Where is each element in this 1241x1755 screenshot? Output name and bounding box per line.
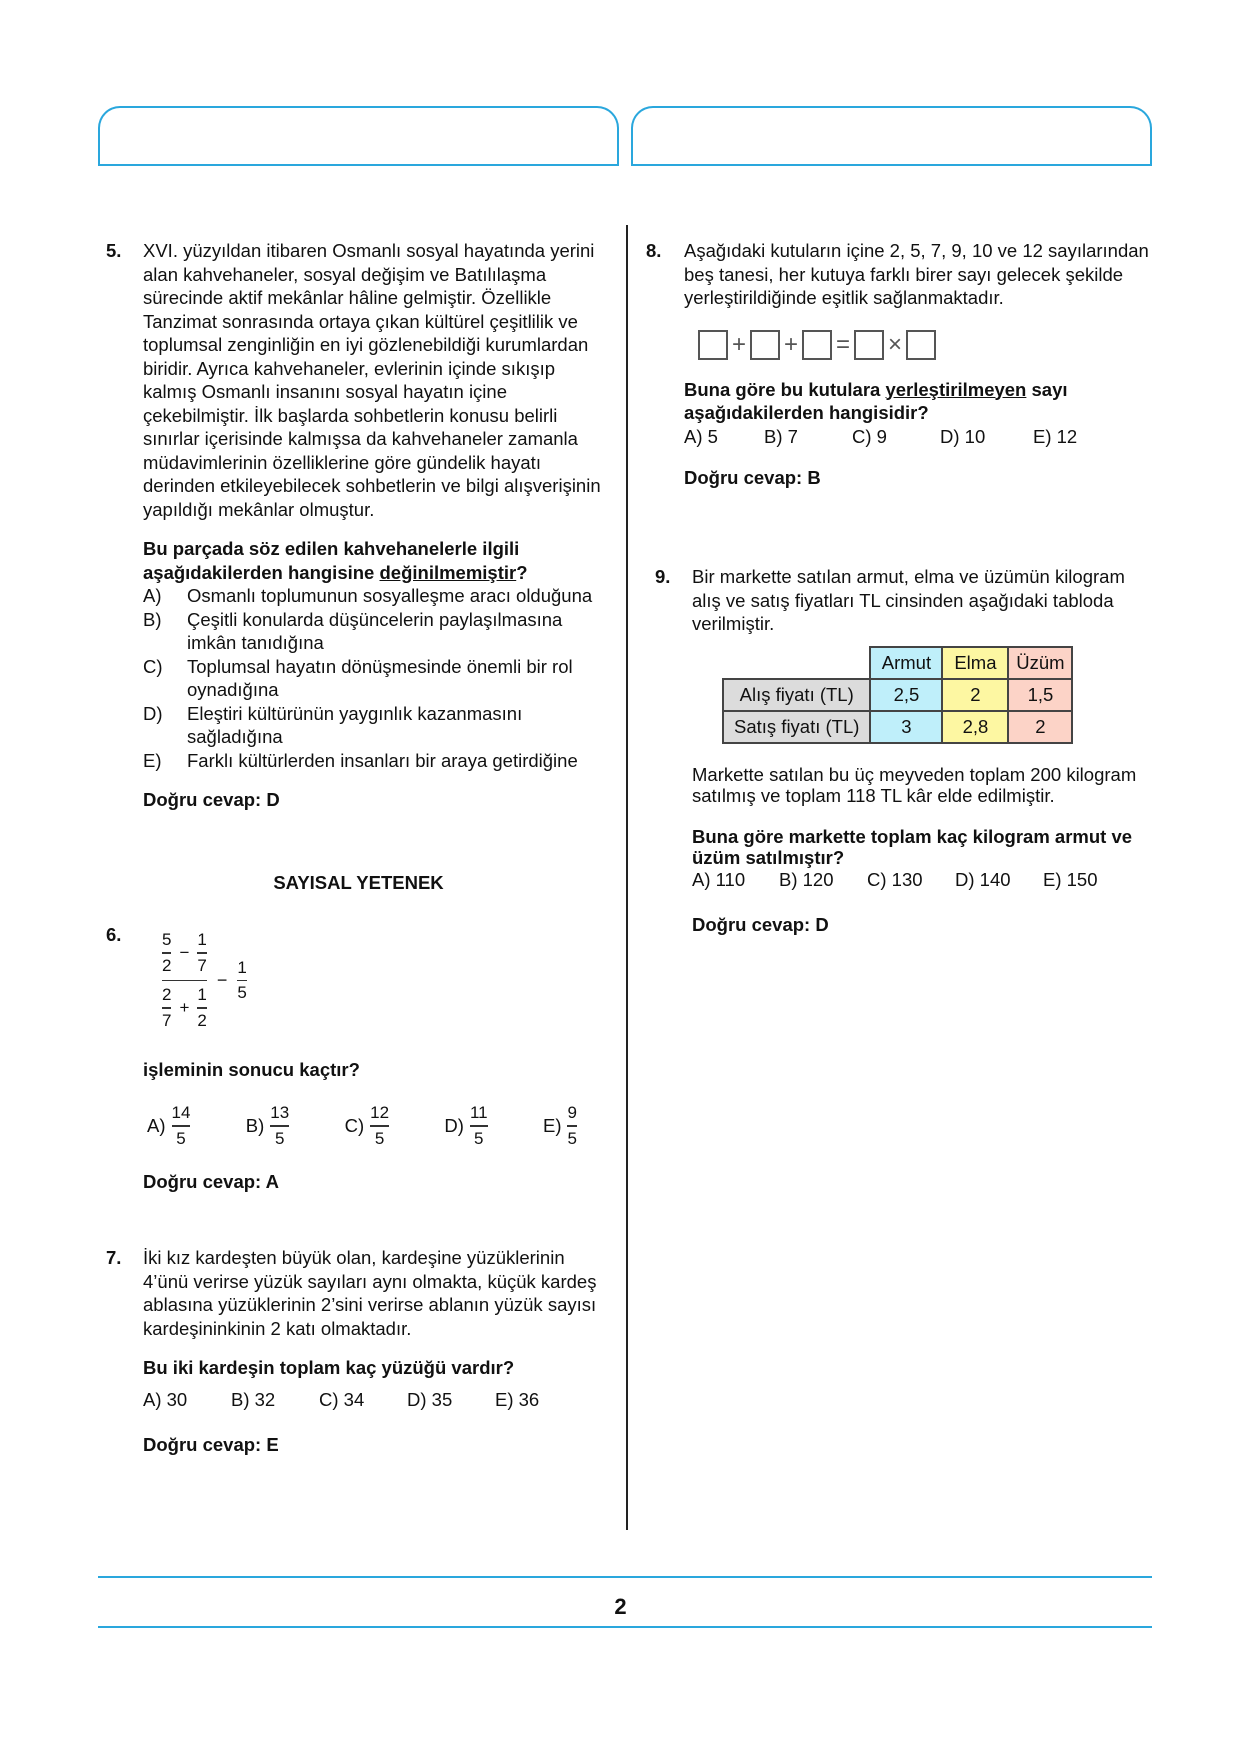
q5-answer: Doğru cevap: D — [143, 789, 280, 810]
frac-num: 1 — [237, 957, 247, 977]
q8-answer: Doğru cevap: B — [684, 467, 821, 488]
q8-options — [684, 425, 1154, 449]
frac-den: 2 — [162, 955, 172, 975]
option-letter: A) — [143, 585, 162, 606]
q5-passage: XVI. yüzyıldan itibaren Osmanlı sosyal hayatında yerini alan kahvehaneler, sosyal değişim ve Batılılaşma sürecinde aktif mekânlar hâline gelmiştir. Özellikle Tanzimat sonrasında ortaya çıkan kültürel çeşitlilik ve toplumsal zenginliğin en iyi gözlenebildiği kurumlardan biridir. Ayrıca kahvehaneler, evlerinin içinde sıkışıp kalmış Osmanlı insanını sosyal hayatın içine çekebilmiştir. İlk başlarda sohbetlerin konusu belirli sınırlar içerisinde kalmışsa da kahvehaneler zamanla müdavimlerinin özelliklerine göre gündelik hayatı derinden etkileyebilecek sohbetlerin ve bilgi alışverişinin yapıldığı mekânlar olmuştur. — [143, 240, 601, 520]
q9-passage: Bir markette satılan armut, elma ve üzümün kilogram alış ve satış fiyatları TL cinsinden aşağıdaki tabloda verilmiştir. — [692, 566, 1125, 634]
row-label: Alış fiyatı (TL) — [723, 679, 870, 711]
q8-passage: Aşağıdaki kutuların içine 2, 5, 7, 9, 10 ve 12 sayılarından beş tanesi, her kutuya farklı birer sayı gelecek şekilde yerleştirildiğinde eşitlik sağlanmaktadır. — [684, 240, 1149, 308]
section-title: SAYISAL YETENEK — [273, 872, 444, 893]
q9-option-a[interactable]: A) 110 — [692, 868, 746, 890]
q8-option-c[interactable]: C) 9 — [852, 425, 887, 447]
frac-den: 5 — [474, 1128, 484, 1148]
header-uzum: Üzüm — [1008, 647, 1072, 679]
option-letter: C) — [344, 1115, 365, 1136]
empty-box — [854, 330, 884, 360]
q6-expression — [162, 930, 247, 1031]
q7-answer: Doğru cevap: E — [143, 1434, 279, 1455]
q5-question — [143, 537, 611, 584]
option-text: Çeşitli konularda düşüncelerin paylaşılmasına imkân tanıdığına — [187, 608, 563, 653]
table-cell: 1,5 — [1008, 679, 1072, 711]
option-text: Osmanlı toplumunun sosyalleşme aracı olduğuna — [187, 585, 593, 606]
option-letter: B) — [143, 608, 162, 630]
q6-answer: Doğru cevap: A — [143, 1171, 280, 1192]
q8-number: 8. — [646, 240, 662, 261]
option-letter: C) — [143, 655, 163, 677]
q5-option-c[interactable] — [143, 655, 611, 702]
plus-sign: + — [732, 330, 747, 358]
q9-option-c[interactable]: C) 130 — [867, 868, 923, 890]
q9-question: Buna göre markette toplam kaç kilogram armut ve üzüm satılmıştır? — [692, 825, 1133, 868]
frac-den: 2 — [197, 1010, 207, 1030]
q6-option-b[interactable] — [246, 1103, 289, 1149]
footer-line-top — [98, 1576, 1152, 1578]
frac-num: 11 — [469, 1103, 488, 1122]
q9-passage-2: Markette satılan bu üç meyveden toplam 200 kilogram satılmış ve toplam 118 TL kâr elde edilmiştir. — [692, 763, 1137, 806]
frac-num: 1 — [197, 985, 207, 1004]
frac-num: 1 — [197, 930, 207, 949]
q7-passage: İki kız kardeşten büyük olan, kardeşine yüzüklerinin 4’ünü verirse yüzük sayıları aynı olmakta, küçük kardeş ablasına yüzüklerinin 2’sini verirse ablanın yüzük sayısı kardeşininkinin 2 katı olmaktadır. — [143, 1247, 597, 1339]
q7-option-c[interactable]: C) 34 — [319, 1388, 365, 1410]
q8-option-a[interactable]: A) 5 — [684, 425, 718, 447]
table-row — [723, 711, 1072, 743]
frac-num: 2 — [162, 985, 172, 1004]
q8-question — [684, 378, 1154, 425]
table-cell: 2,8 — [942, 711, 1008, 743]
row-label: Satış fiyatı (TL) — [723, 711, 870, 743]
frac-num: 12 — [370, 1103, 390, 1122]
header-elma: Elma — [942, 647, 1008, 679]
q5-option-a[interactable] — [143, 584, 611, 608]
q9-answer: Doğru cevap: D — [692, 914, 829, 935]
q6-option-a[interactable] — [147, 1103, 190, 1149]
q6-option-c[interactable] — [345, 1103, 389, 1149]
plus-sign: + — [784, 330, 799, 358]
q7-option-e[interactable]: E) 36 — [495, 1388, 540, 1410]
q5-option-b[interactable] — [143, 608, 611, 655]
frac-num: 13 — [270, 1103, 290, 1122]
q6-option-e[interactable] — [543, 1103, 577, 1149]
q7-options — [143, 1388, 613, 1412]
minus-sign: − — [216, 969, 228, 990]
q5-options — [143, 584, 611, 772]
table-cell: 2 — [942, 679, 1008, 711]
q7-number: 7. — [106, 1247, 122, 1268]
q5-question-end: ? — [516, 561, 528, 583]
column-divider — [626, 225, 628, 1530]
table-cell: 3 — [870, 711, 942, 743]
frac-den: 5 — [237, 983, 247, 1002]
empty-box — [750, 330, 780, 360]
question-8 — [684, 239, 1154, 490]
question-9 — [692, 565, 1154, 937]
question-5 — [143, 239, 611, 812]
question-7 — [143, 1246, 613, 1457]
table-row — [723, 679, 1072, 711]
header-box-left — [98, 106, 619, 166]
q7-option-b[interactable]: B) 32 — [231, 1388, 276, 1410]
q8-option-d[interactable]: D) 10 — [940, 425, 986, 447]
table-cell: 2,5 — [870, 679, 942, 711]
q8-question-emphasis: yerleştirilmeyen — [885, 378, 1027, 400]
frac-num: 5 — [162, 930, 172, 949]
q9-option-b[interactable]: B) 120 — [779, 868, 834, 890]
q5-question-text: Bu parçada söz edilen kahvehanelerle ilgili aşağıdakilerden hangisine — [143, 538, 520, 583]
q9-number: 9. — [655, 566, 671, 587]
frac-den: 7 — [162, 1010, 172, 1030]
minus-sign: − — [179, 942, 190, 962]
q8-box-equation — [698, 330, 1154, 360]
table-cell: 2 — [1008, 711, 1072, 743]
option-text: Eleştiri kültürünün yaygınlık kazanmasını sağladığına — [187, 702, 523, 747]
option-letter: D) — [143, 702, 163, 724]
frac-den: 7 — [197, 955, 207, 975]
footer-line-bottom — [98, 1626, 1152, 1628]
q9-price-table — [722, 646, 1073, 744]
option-text: Toplumsal hayatın dönüşmesinde önemli bir rol oynadığına — [187, 655, 573, 700]
q8-option-e[interactable]: E) 12 — [1033, 425, 1078, 447]
frac-den: 5 — [176, 1128, 186, 1148]
times-sign: × — [888, 330, 903, 358]
q6-options — [147, 1103, 577, 1149]
equals-sign: = — [836, 330, 851, 358]
option-letter: B) — [245, 1115, 265, 1136]
q7-question: Bu iki kardeşin toplam kaç yüzüğü vardır? — [143, 1357, 515, 1378]
q8-question-text: Buna göre bu kutulara — [684, 378, 886, 400]
option-letter: D) — [444, 1115, 464, 1136]
header-box-right — [631, 106, 1152, 166]
page-number: 2 — [614, 1594, 627, 1619]
q5-question-emphasis: değinilmemiştir — [379, 561, 517, 583]
header-armut: Armut — [870, 647, 942, 679]
empty-box — [906, 330, 936, 360]
q7-option-a[interactable]: A) 30 — [143, 1388, 188, 1410]
frac-den: 5 — [275, 1128, 285, 1148]
q8-option-b[interactable]: B) 7 — [764, 425, 798, 447]
q8-question-end: sayı aşağıdakilerden hangisidir? — [684, 378, 1068, 423]
q9-option-d[interactable]: D) 140 — [955, 868, 1011, 890]
plus-sign: + — [179, 997, 190, 1017]
frac-num: 9 — [567, 1103, 577, 1122]
frac-den: 5 — [374, 1128, 385, 1148]
q9-option-e[interactable]: E) 150 — [1043, 868, 1098, 890]
table-header-row — [723, 647, 1072, 679]
option-letter: A) — [147, 1115, 166, 1136]
q5-number: 5. — [106, 240, 122, 261]
option-letter: E) — [143, 749, 162, 771]
empty-box — [802, 330, 832, 360]
q6-option-d[interactable] — [444, 1103, 487, 1149]
frac-num: 14 — [171, 1103, 191, 1122]
option-letter: E) — [542, 1115, 562, 1136]
q6-number: 6. — [106, 924, 122, 945]
q7-option-d[interactable]: D) 35 — [407, 1388, 453, 1410]
q6-question: işleminin sonucu kaçtır? — [143, 1059, 360, 1080]
q9-options — [692, 868, 1154, 892]
q5-option-d[interactable] — [143, 702, 611, 749]
frac-den: 5 — [567, 1128, 577, 1148]
empty-box — [698, 330, 728, 360]
option-text: Farklı kültürlerden insanları bir araya getirdiğine — [187, 749, 578, 771]
q5-option-e[interactable] — [143, 749, 611, 773]
